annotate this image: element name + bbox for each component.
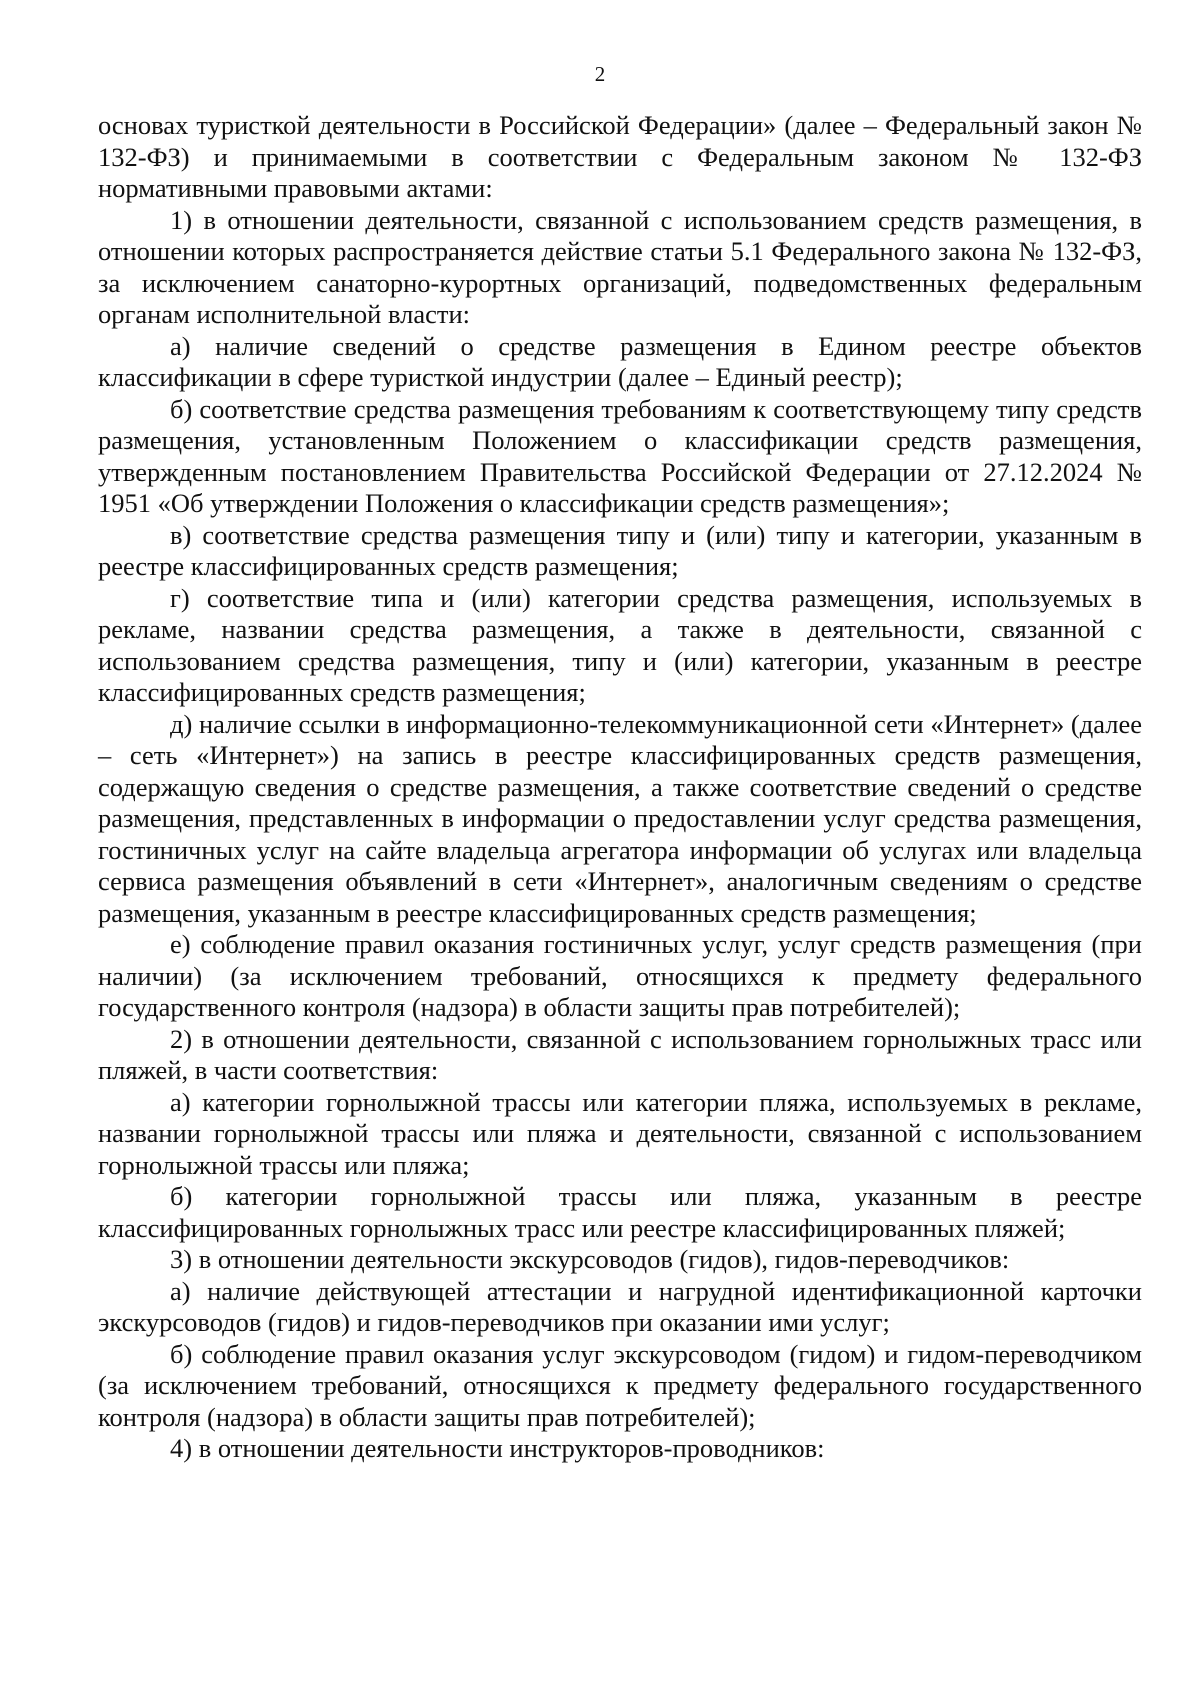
paragraph-item-1b: б) соответствие средства размещения требованиям к соответствующему типу средств размещения, установленным Положением о классификации средств размещения, утвержденным постановлением Правительства Российской Федерации от 27.12.2024 № 1951 «Об утверждении Положения о классификации средств размещения»; [98,393,1142,518]
paragraph-item-1: 1) в отношении деятельности, связанной с использованием средств размещения, в отношении которых распространяется действие статьи 5.1 Федерального закона № 132-ФЗ, за исключением санаторно-курортных организаций, подведомственных федеральным органам исполнительной власти: [98,204,1142,329]
paragraph-item-2: 2) в отношении деятельности, связанной с использованием горнолыжных трасс или пляжей, в части соответствия: [98,1023,1142,1085]
paragraph-item-4: 4) в отношении деятельности инструкторов-проводников: [170,1433,825,1463]
paragraph-item-1g: г) соответствие типа и (или) категории средства размещения, используемых в рекламе, названии средства размещения, а также в деятельности, связанной с использованием средства размещения, типу и (или) категории, указанным в реестре классифицированных средств размещения; [98,582,1142,707]
paragraph-item-1d: д) наличие ссылки в информационно-телекоммуникационной сети «Интернет» (далее – сеть «Интернет») на запись в реестре классифицированных средств размещения, содержащую сведения о средстве размещения, а также соответствие сведений о средстве размещения, представленных в информации о предоставлении услуг средства размещения, гостиничных услуг на сайте владельца агрегатора информации об услугах или владельца сервиса размещения объявлений в сети «Интернет», аналогичным сведениям о средстве размещения, указанным в реестре классифицированных средств размещения; [98,708,1142,928]
paragraph-item-3b: б) соблюдение правил оказания услуг экскурсоводом (гидом) и гидом-переводчиком (за исключением требований, относящихся к предмету федерального государственного контроля (надзора) в области защиты прав потребителей); [98,1338,1142,1432]
paragraph-item-1e: е) соблюдение правил оказания гостиничных услуг, услуг средств размещения (при наличии) (за исключением требований, относящихся к предмету федерального государственного контроля (надзора) в области защиты прав потребителей); [98,929,1142,1022]
document-body [98,110,1142,1465]
paragraph-item-3: 3) в отношении деятельности экскурсоводов (гидов), гидов-переводчиков: [170,1244,1010,1274]
paragraph-item-1a: а) наличие сведений о средстве размещения в Едином реестре объектов классификации в сфере туристкой индустрии (далее – Единый реестр); [98,330,1142,392]
paragraph-item-1v: в) соответствие средства размещения типу и (или) типу и категории, указанным в реестре классифицированных средств размещения; [98,519,1142,581]
paragraph-continuation: основах туристкой деятельности в Российской Федерации» (далее – Федеральный закон № 132-ФЗ) и принимаемыми в соответствии с Федеральным законом № 132-ФЗ нормативными правовыми актами: [98,110,1142,203]
paragraph-item-3a: а) наличие действующей аттестации и нагрудной идентификационной карточки экскурсоводов (гидов) и гидов-переводчиков при оказании ими услуг; [98,1275,1142,1337]
page-number: 2 [594,62,606,86]
paragraph-item-2b: б) категории горнолыжной трассы или пляжа, указанным в реестре классифицированных горнолыжных трасс или реестре классифицированных пляжей; [98,1181,1142,1243]
paragraph-item-2a: а) категории горнолыжной трассы или категории пляжа, используемых в рекламе, названии горнолыжной трассы или пляжа и деятельности, связанной с использованием горнолыжной трассы или пляжа; [98,1086,1142,1180]
